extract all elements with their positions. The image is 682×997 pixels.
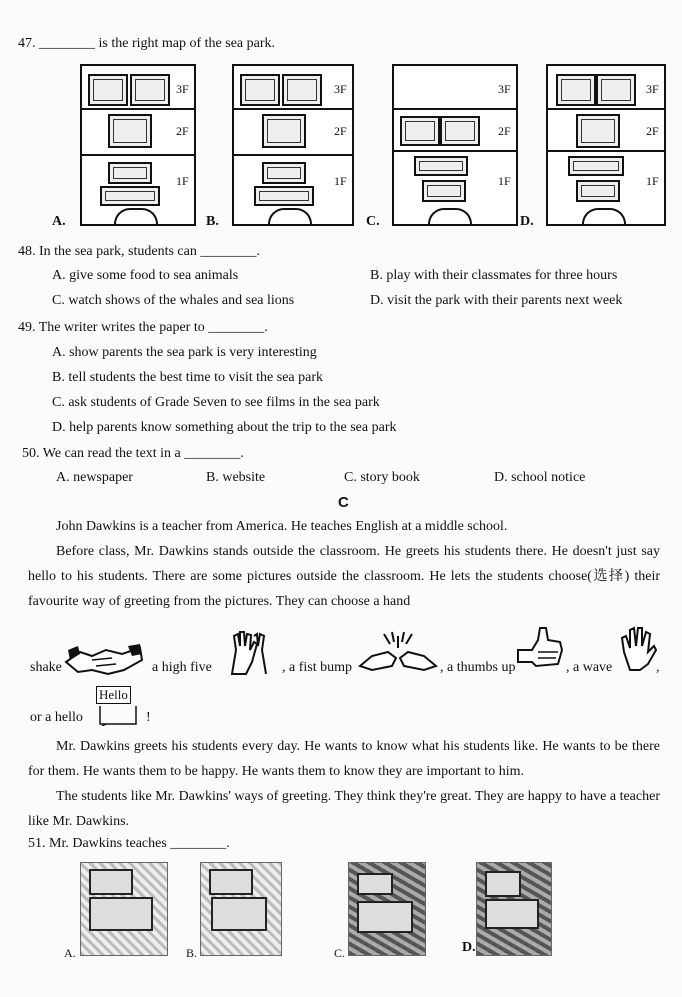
entrance-arch xyxy=(428,208,472,224)
q48-option-b[interactable]: B. play with their classmates for three hours xyxy=(370,268,618,283)
q50-stem: 50. We can read the text in a ________. xyxy=(22,446,244,461)
entrance-arch xyxy=(114,208,158,224)
q51-letter-c: C. xyxy=(334,946,346,960)
floor-label-3f: 3F xyxy=(334,82,347,96)
sign-dolphin-house xyxy=(440,116,480,146)
sign-cinema xyxy=(262,162,306,184)
sign-4d-cinema xyxy=(100,186,160,206)
sign-4d-cinema xyxy=(254,186,314,206)
picture-board xyxy=(89,869,133,895)
floor-divider xyxy=(394,150,516,152)
passage-paragraph-2: Before class, Mr. Dawkins stands outside the classroom. He greets his students there. He doesn't just say hello to his students. There are some pictures outside the classroom. He lets the students choose(选择) their favourite way of greeting from the pictures. They can choose a hand xyxy=(28,544,660,609)
sign-whale-house xyxy=(108,114,152,148)
floor-divider xyxy=(82,108,194,110)
q48-option-a[interactable]: A. give some food to sea animals xyxy=(52,268,239,283)
greet-comma: , xyxy=(656,660,660,675)
floor-divider xyxy=(394,108,516,110)
picture-board xyxy=(357,873,393,895)
map-letter-a: A. xyxy=(52,214,66,229)
sign-cinema xyxy=(108,162,152,184)
sign-dolphin-house xyxy=(130,74,170,106)
q51-picture-d[interactable] xyxy=(476,862,552,956)
map-letter-b: B. xyxy=(206,214,219,229)
floor-label-1f: 1F xyxy=(498,174,511,188)
floor-label-1f: 1F xyxy=(334,174,347,188)
sign-whale-house xyxy=(576,114,620,148)
speech-tail-icon xyxy=(98,706,138,726)
q51-stem: 51. Mr. Dawkins teaches ________. xyxy=(28,836,230,851)
map-option-a[interactable] xyxy=(80,64,196,226)
q49-option-a[interactable]: A. show parents the sea park is very interesting xyxy=(52,345,317,360)
greet-exclamation: ! xyxy=(146,710,151,725)
handshake-icon xyxy=(62,640,146,680)
sign-4d-cinema xyxy=(568,156,624,176)
floor-label-3f: 3F xyxy=(498,82,511,96)
q48-option-d[interactable]: D. visit the park with their parents next week xyxy=(370,293,623,308)
floor-label-2f: 2F xyxy=(334,124,347,138)
floor-label-3f: 3F xyxy=(646,82,659,96)
q48-stem: 48. In the sea park, students can ________. xyxy=(18,244,260,259)
q50-option-a[interactable]: A. newspaper xyxy=(56,470,133,485)
floor-label-3f: 3F xyxy=(176,82,189,96)
section-heading: C xyxy=(338,494,349,511)
entrance-arch xyxy=(582,208,626,224)
floor-label-2f: 2F xyxy=(498,124,511,138)
picture-board xyxy=(211,897,267,931)
greet-fist-bump-text: , a fist bump xyxy=(282,660,352,675)
q51-picture-b[interactable] xyxy=(200,862,282,956)
wave-hand-icon xyxy=(618,624,658,672)
q51-letter-a: A. xyxy=(64,946,76,960)
map-option-b[interactable] xyxy=(232,64,354,226)
sign-sea-lion-house xyxy=(556,74,596,106)
q50-option-d[interactable]: D. school notice xyxy=(494,470,586,485)
greet-or-hello-text: or a hello xyxy=(30,710,83,725)
q49-stem: 49. The writer writes the paper to ________. xyxy=(18,320,268,335)
floor-divider xyxy=(234,108,352,110)
sign-dolphin-house xyxy=(240,74,280,106)
sign-cinema xyxy=(422,180,466,202)
greet-shake-text: shake xyxy=(30,660,62,675)
floor-label-1f: 1F xyxy=(646,174,659,188)
q50-option-b[interactable]: B. website xyxy=(206,470,266,485)
sign-cinema xyxy=(576,180,620,202)
passage-paragraph-3: Mr. Dawkins greets his students every day. He wants to know what his students like. He wants to be there for them. He wants them to be happy. He wants them to know they are important to him. xyxy=(28,739,660,779)
map-letter-d: D. xyxy=(520,214,534,229)
passage-paragraph-4: The students like Mr. Dawkins' ways of greeting. They think they're great. They are happy to have a teacher like Mr. Dawkins. xyxy=(28,789,660,829)
fist-bump-icon xyxy=(358,628,438,674)
floor-label-2f: 2F xyxy=(646,124,659,138)
sign-4d-cinema xyxy=(414,156,468,176)
q48-option-c[interactable]: C. watch shows of the whales and sea lions xyxy=(52,293,295,308)
q49-option-b[interactable]: B. tell students the best time to visit the sea park xyxy=(52,370,324,385)
map-option-c[interactable] xyxy=(392,64,518,226)
floor-label-2f: 2F xyxy=(176,124,189,138)
picture-board xyxy=(485,899,539,929)
sign-sea-lion-house xyxy=(282,74,322,106)
q49-option-c[interactable]: C. ask students of Grade Seven to see films in the sea park xyxy=(52,395,380,410)
passage-paragraph-1: John Dawkins is a teacher from America. He teaches English at a middle school. xyxy=(56,519,508,534)
entrance-arch xyxy=(268,208,312,224)
thumbs-up-icon xyxy=(516,624,564,672)
picture-board xyxy=(357,901,413,933)
sign-sea-lion-house xyxy=(88,74,128,106)
floor-divider xyxy=(548,108,664,110)
floor-label-1f: 1F xyxy=(176,174,189,188)
q51-letter-d: D. xyxy=(462,940,476,955)
floor-divider xyxy=(548,150,664,152)
floor-divider xyxy=(82,154,194,156)
q49-option-d[interactable]: D. help parents know something about the trip to the sea park xyxy=(52,420,397,435)
picture-board xyxy=(209,869,253,895)
greet-thumbs-up-text: , a thumbs up xyxy=(440,660,516,675)
q47-stem: 47. ________ is the right map of the sea park. xyxy=(18,36,276,51)
hello-bubble-text: Hello xyxy=(99,687,128,702)
picture-board xyxy=(485,871,521,897)
greet-wave-text: , a wave xyxy=(566,660,613,675)
high-five-icon xyxy=(226,628,272,676)
q51-letter-b: B. xyxy=(186,946,198,960)
sign-sea-lion-house xyxy=(400,116,440,146)
hello-speech-bubble xyxy=(96,686,131,704)
picture-board xyxy=(89,897,153,931)
floor-divider xyxy=(234,154,352,156)
map-option-d[interactable] xyxy=(546,64,666,226)
q50-option-c[interactable]: C. story book xyxy=(344,470,420,485)
map-letter-c: C. xyxy=(366,214,380,229)
greet-high-five-text: a high five xyxy=(152,660,212,675)
q51-picture-a[interactable] xyxy=(80,862,168,956)
sign-whale-house xyxy=(262,114,306,148)
sign-dolphin-house xyxy=(596,74,636,106)
q51-picture-c[interactable] xyxy=(348,862,426,956)
